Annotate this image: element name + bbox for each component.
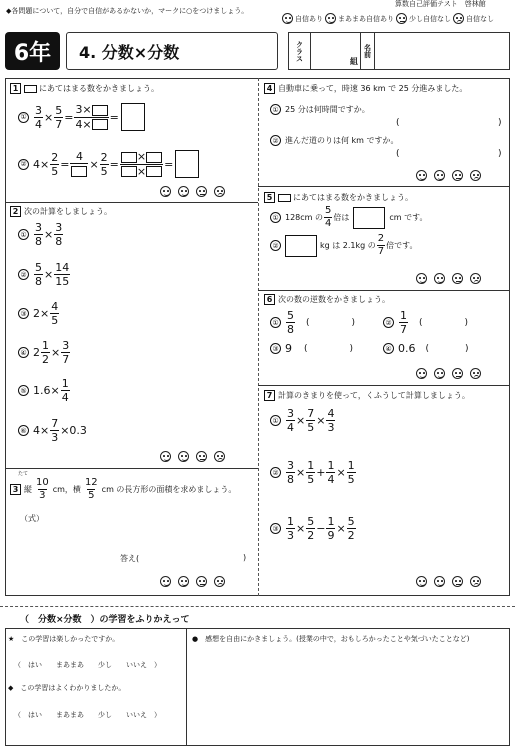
formula-label: （式） bbox=[20, 514, 44, 523]
q7-header bbox=[264, 390, 470, 401]
answer-blank[interactable] bbox=[353, 207, 385, 229]
name-label: 名前 bbox=[361, 33, 375, 69]
q6-item2: ② 1 7 ( ) bbox=[383, 310, 468, 335]
unit-title: 4. 分数×分数 bbox=[66, 32, 278, 70]
instruction-text: ◆各問題について，自分で自信があるかないか，マークに○をつけましょう。 bbox=[6, 7, 249, 15]
answer-blank[interactable] bbox=[92, 105, 108, 116]
q7-self-rating bbox=[416, 576, 481, 587]
q1-header bbox=[10, 83, 159, 94]
item-number: ③ bbox=[18, 308, 29, 319]
face-ok-icon[interactable] bbox=[434, 368, 445, 379]
divider bbox=[258, 290, 510, 291]
paren-close: ) bbox=[498, 118, 502, 128]
item-number: ② bbox=[270, 135, 281, 146]
legend-label: まあまあ自信あり bbox=[338, 14, 394, 23]
cut-line bbox=[0, 606, 515, 607]
reflect-q1-options[interactable]: （ はい まあまあ 少し いいえ ） bbox=[14, 661, 161, 669]
face-flat-icon[interactable] bbox=[452, 170, 463, 181]
dot-icon: ● bbox=[192, 635, 199, 643]
reflect-q2-options[interactable]: （ はい まあまあ 少し いいえ ） bbox=[14, 711, 161, 719]
q3-number: 3 bbox=[10, 484, 21, 495]
face-sad-icon[interactable] bbox=[470, 576, 481, 587]
face-flat-icon[interactable] bbox=[452, 368, 463, 379]
paren-open: ( bbox=[396, 149, 400, 159]
face-flat-icon[interactable] bbox=[452, 576, 463, 587]
q2-item4: ④ 2 1 2 × 3 7 bbox=[18, 340, 71, 365]
item-number: ⑤ bbox=[18, 385, 29, 396]
q2-item3: ③ 2× 4 5 bbox=[18, 301, 60, 326]
q4-header bbox=[264, 83, 467, 94]
q2-item1: ① 3 8 × 3 8 bbox=[18, 222, 64, 247]
face-sad-icon bbox=[453, 13, 464, 24]
diamond-icon: ◆ bbox=[8, 684, 14, 692]
subtitle: 算数自己評価テスト 啓林館 bbox=[395, 0, 486, 8]
q5-item1-text: 倍は bbox=[333, 213, 350, 222]
answer-blank[interactable] bbox=[175, 150, 199, 178]
item-number: ① bbox=[18, 229, 29, 240]
star-icon: ★ bbox=[8, 635, 15, 643]
item-number: ② bbox=[18, 159, 29, 170]
face-sad-icon[interactable] bbox=[214, 576, 225, 587]
face-smile-icon[interactable] bbox=[416, 576, 427, 587]
impression-field[interactable] bbox=[192, 662, 504, 742]
item-number: ④ bbox=[383, 343, 394, 354]
q3-self-rating bbox=[160, 576, 225, 587]
q3-answer-field[interactable] bbox=[145, 550, 240, 564]
face-flat-icon[interactable] bbox=[196, 186, 207, 197]
reflection-title: （ 分数×分数 ）の学習をふりかえって bbox=[20, 615, 190, 625]
face-sad-icon[interactable] bbox=[214, 451, 225, 462]
q2-number: 2 bbox=[10, 206, 21, 217]
q3-text-pre: 縦 bbox=[24, 485, 32, 494]
face-ok-icon[interactable] bbox=[434, 273, 445, 284]
q7-item1: ① 3 4 × 7 5 × 4 3 bbox=[270, 408, 336, 433]
item-number: ② bbox=[383, 317, 394, 328]
q2-item2: ② 5 8 × 14 15 bbox=[18, 262, 71, 287]
q5-item2-text: kg は 2.1kg の bbox=[320, 241, 376, 250]
q5-item1: ① 128cm の 5 4 倍は cm です。 bbox=[270, 206, 428, 229]
face-sad-icon[interactable] bbox=[214, 186, 225, 197]
face-ok-icon[interactable] bbox=[178, 451, 189, 462]
q4-number: 4 bbox=[264, 83, 275, 94]
q4-item1 bbox=[270, 104, 370, 115]
q3-text-post: cm の長方形の面積を求めましょう。 bbox=[101, 485, 237, 494]
q4-answer1-field[interactable] bbox=[402, 117, 496, 129]
q5-item1-text: 128cm の bbox=[285, 213, 324, 222]
name-field[interactable] bbox=[375, 33, 509, 69]
face-sad-icon[interactable] bbox=[470, 170, 481, 181]
item-number: ① bbox=[270, 415, 281, 426]
q2-item6: ⑥ 4× 7 3 ×0.3 bbox=[18, 418, 87, 443]
reflect-q2 bbox=[8, 683, 125, 693]
reflect-q1-text: この学習は楽しかったですか。 bbox=[21, 635, 120, 643]
face-flat-icon bbox=[396, 13, 407, 24]
item-number: ⑥ bbox=[18, 425, 29, 436]
answer-label: 答え( bbox=[120, 554, 140, 563]
divider bbox=[5, 468, 258, 469]
answer-blank[interactable] bbox=[121, 152, 137, 163]
item-number: ③ bbox=[270, 343, 281, 354]
item-number: ③ bbox=[270, 523, 281, 534]
q7-item2: ② 3 8 × 1 5 + 1 4 × 1 5 bbox=[270, 460, 357, 485]
q6-text: 次の数の逆数をかきましょう。 bbox=[278, 295, 390, 304]
blank-box-icon bbox=[24, 85, 37, 93]
q5-self-rating bbox=[416, 273, 481, 284]
answer-blank[interactable] bbox=[71, 166, 87, 177]
q6-value: 9 bbox=[285, 342, 292, 355]
answer-blank[interactable] bbox=[146, 152, 162, 163]
reflect-q3-text: 感想を自由にかきましょう。(授業の中で，おもしろかったことや気づいたことなど) bbox=[205, 635, 470, 643]
q6-item3: ③ 9 ( ) bbox=[270, 342, 353, 355]
answer-blank[interactable] bbox=[121, 166, 137, 177]
q2-item5: ⑤ 1.6× 1 4 bbox=[18, 378, 71, 403]
face-flat-icon[interactable] bbox=[196, 451, 207, 462]
q7-number: 7 bbox=[264, 390, 275, 401]
group-label: 組 bbox=[350, 57, 358, 66]
reflection-divider bbox=[186, 628, 187, 746]
face-smile-icon[interactable] bbox=[160, 186, 171, 197]
q1-text: にあてはまる数をかきましょう。 bbox=[39, 84, 159, 93]
q1-number: 1 bbox=[10, 83, 21, 94]
legend-label: 自信なし bbox=[466, 14, 494, 23]
q1-self-rating bbox=[160, 186, 225, 197]
q4-text: 自動車に乗って，時速 36 km で 25 分進みました。 bbox=[278, 84, 468, 93]
q3-text-mid: cm，横 bbox=[52, 485, 81, 494]
face-smile-icon[interactable] bbox=[416, 170, 427, 181]
face-ok-icon[interactable] bbox=[434, 170, 445, 181]
q5-text: にあてはまる数をかきましょう。 bbox=[293, 193, 413, 202]
furigana: たて bbox=[18, 471, 29, 477]
face-ok-icon bbox=[325, 13, 336, 24]
q6-item4: ④ 0.6 ( ) bbox=[383, 342, 469, 355]
q4-item2 bbox=[270, 135, 399, 146]
blank-box-icon bbox=[278, 194, 291, 202]
q2-header bbox=[10, 206, 112, 217]
face-flat-icon[interactable] bbox=[196, 576, 207, 587]
face-sad-icon[interactable] bbox=[470, 273, 481, 284]
paren-close: ) bbox=[498, 149, 502, 159]
q7-text: 計算のきまりを使って，くふうして計算しましょう。 bbox=[278, 391, 470, 400]
answer-blank[interactable] bbox=[146, 166, 162, 177]
q1-item1: ① 3 4 × 5 7 = 3× 4× = bbox=[18, 103, 145, 131]
reflect-q3 bbox=[192, 634, 504, 646]
face-ok-icon[interactable] bbox=[434, 576, 445, 587]
class-field[interactable] bbox=[311, 33, 361, 69]
q7-item3: ③ 1 3 × 5 2 − 1 9 × 5 2 bbox=[270, 516, 357, 541]
q4-answer2-field[interactable] bbox=[402, 148, 496, 160]
q4-item1-text: 25 分は何時間ですか。 bbox=[285, 105, 370, 114]
paren-open: ( bbox=[396, 118, 400, 128]
face-smile-icon[interactable] bbox=[416, 368, 427, 379]
q5-item2: ② kg は 2.1kg の 2 7 倍です。 bbox=[270, 234, 418, 257]
item-number: ① bbox=[270, 317, 281, 328]
answer-blank[interactable] bbox=[285, 235, 317, 257]
legend-label: 自信あり bbox=[295, 14, 323, 23]
item-number: ② bbox=[270, 240, 281, 251]
reflect-q1 bbox=[8, 634, 119, 644]
column-divider bbox=[258, 78, 259, 596]
face-ok-icon[interactable] bbox=[178, 576, 189, 587]
face-smile-icon[interactable] bbox=[160, 451, 171, 462]
q4-item2-text: 進んだ道のりは何 km ですか。 bbox=[285, 136, 399, 145]
q3-header: 3 縦 10 3 cm，横 12 5 cm の長方形の面積を求めましょう。 bbox=[10, 478, 236, 501]
item-number: ① bbox=[18, 112, 29, 123]
grade-badge: 6年 bbox=[5, 32, 60, 70]
face-sad-icon[interactable] bbox=[470, 368, 481, 379]
face-smile-icon[interactable] bbox=[160, 576, 171, 587]
face-ok-icon[interactable] bbox=[178, 186, 189, 197]
q6-value: 0.6 bbox=[398, 342, 416, 355]
q2-self-rating bbox=[160, 451, 225, 462]
item-number: ① bbox=[270, 104, 281, 115]
legend-row bbox=[282, 13, 494, 24]
q5-item1-text: cm です。 bbox=[389, 213, 428, 222]
divider bbox=[258, 186, 510, 187]
q6-number: 6 bbox=[264, 294, 275, 305]
q6-item1: ① 5 8 ( ) bbox=[270, 310, 355, 335]
face-flat-icon[interactable] bbox=[452, 273, 463, 284]
q5-header bbox=[264, 192, 413, 203]
legend-label: 少し自信なし bbox=[409, 14, 451, 23]
q6-header bbox=[264, 294, 390, 305]
item-number: ① bbox=[270, 212, 281, 223]
q5-item2-text: 倍です。 bbox=[386, 241, 418, 250]
answer-blank[interactable] bbox=[92, 119, 108, 130]
item-number: ② bbox=[18, 269, 29, 280]
name-box bbox=[288, 32, 510, 70]
divider bbox=[5, 202, 258, 203]
q4-self-rating bbox=[416, 170, 481, 181]
answer-close: ) bbox=[243, 553, 247, 562]
q6-self-rating bbox=[416, 368, 481, 379]
answer-blank[interactable] bbox=[121, 103, 145, 131]
reflect-q2-text: この学習はよくわかりましたか。 bbox=[20, 684, 126, 692]
item-number: ② bbox=[270, 467, 281, 478]
q2-text: 次の計算をしましょう。 bbox=[24, 207, 112, 216]
q5-number: 5 bbox=[264, 192, 275, 203]
divider bbox=[258, 385, 510, 386]
face-smile-icon bbox=[282, 13, 293, 24]
face-smile-icon[interactable] bbox=[416, 273, 427, 284]
class-label: クラス bbox=[289, 33, 311, 69]
q1-item2: ② 4× 2 5 = 4 × $\frac{2}{5}$ = × × = bbox=[18, 150, 199, 178]
item-number: ④ bbox=[18, 347, 29, 358]
